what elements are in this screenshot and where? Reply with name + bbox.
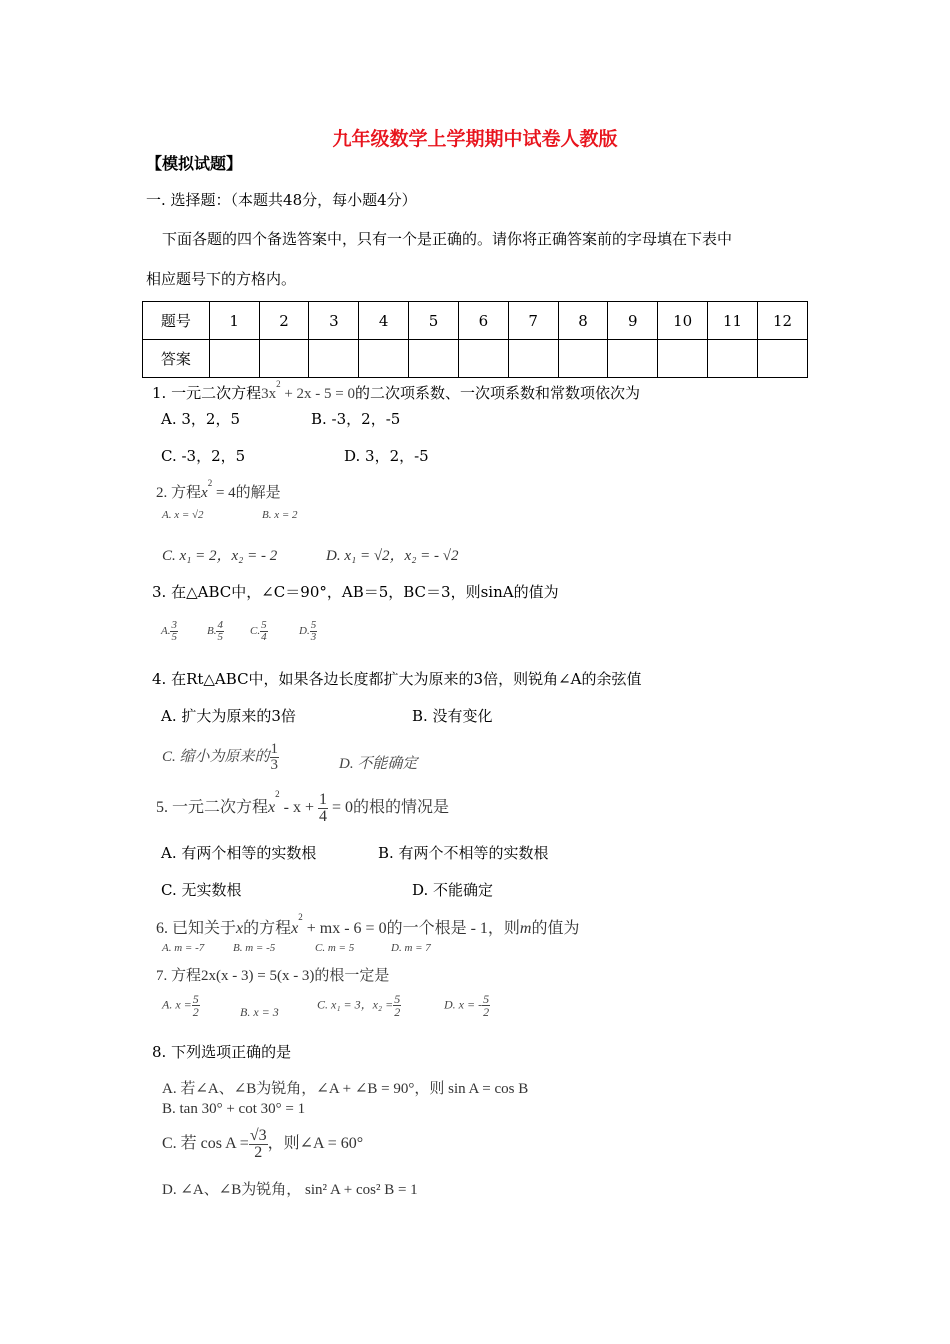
question-text: 的方程: [243, 920, 292, 937]
table-cell-number: 7: [508, 302, 558, 340]
question-7-stem: 7. 方程2x(x - 3) = 5(x - 3)的根一定是: [156, 968, 390, 984]
q2-option-a: A. x = √2: [162, 509, 204, 521]
answer-table-number-row: [143, 302, 808, 340]
instruction-line1: 下面各题的四个备选答案中，只有一个是正确的。请你将正确答案前的字母填在下表中: [162, 230, 733, 248]
answer-table: [142, 301, 808, 378]
question-text: 5. 一元二次方程: [156, 799, 269, 817]
numerator: 5: [310, 619, 317, 631]
option-text: ，则∠A = 60°: [267, 1135, 364, 1153]
q7-option-d: [444, 993, 490, 1018]
fraction: [249, 1128, 268, 1161]
answer-cell[interactable]: [458, 340, 508, 378]
question-text: = 0的根的情况是: [327, 799, 450, 817]
q7-option-c: [317, 993, 401, 1018]
question-text: 1. 一元二次方程: [152, 384, 262, 402]
table-cell-number: 1: [209, 302, 259, 340]
q4-option-a: A. 扩大为原来的3倍: [161, 707, 296, 725]
fraction: [310, 620, 318, 643]
question-1-stem: [152, 379, 641, 403]
table-cell-number: 8: [558, 302, 608, 340]
q6-option-d: D. m = 7: [391, 942, 431, 954]
fraction: [192, 993, 200, 1018]
q3-option-d: [299, 620, 317, 643]
q2-option-c: C. x₁ = 2，x₂ = - 2: [162, 548, 278, 564]
q8-option-b: B. tan 30° + cot 30° = 1: [162, 1101, 306, 1117]
numerator: 3: [171, 619, 177, 631]
answer-cell[interactable]: [209, 340, 259, 378]
answer-cell[interactable]: [259, 340, 309, 378]
question-text: + mx - 6 = 0的一个根是 - 1，则: [302, 920, 520, 937]
option-label: B.: [207, 625, 217, 638]
table-cell-number: 6: [458, 302, 508, 340]
q5-option-d: D. 不能确定: [412, 881, 494, 899]
q4-option-c: [162, 742, 279, 773]
answer-cell[interactable]: [608, 340, 658, 378]
table-header-answer: 答案: [143, 340, 210, 378]
table-cell-number: 9: [608, 302, 658, 340]
numerator: 5: [394, 992, 401, 1006]
denominator: 2: [192, 1005, 199, 1019]
fraction: [318, 792, 328, 825]
option-text: C. 若 cos A =: [162, 1135, 249, 1153]
table-header-number: 题号: [143, 302, 210, 340]
numerator: 1: [318, 791, 327, 808]
question-text: - x +: [279, 799, 318, 817]
answer-cell[interactable]: [508, 340, 558, 378]
equation: $3x^2 + 2x - 5 = 0$: [261, 379, 356, 402]
q5-option-a: A. 有两个相等的实数根: [161, 844, 317, 862]
numerator: 5: [261, 619, 267, 631]
fraction: [270, 742, 280, 773]
fraction: [260, 620, 268, 643]
answer-cell[interactable]: [708, 340, 758, 378]
option-label: C.: [250, 625, 261, 638]
option-text: C. 缩小为原来的: [162, 748, 270, 765]
q2-option-d: D. x₁ = √2，x₂ = - √2: [326, 548, 459, 564]
denominator: 3: [270, 757, 279, 773]
q7-option-a: [162, 993, 200, 1018]
q3-option-a: [161, 620, 178, 643]
numerator: 5: [483, 992, 490, 1006]
question-4-stem: 4. 在Rt△ABC中，如果各边长度都扩大为原来的3倍，则锐角∠A的余弦值: [152, 670, 642, 688]
q7-option-b: B. x = 3: [240, 1005, 279, 1019]
q1-option-c: C. -3，2，5: [161, 447, 246, 465]
table-cell-number: 10: [658, 302, 708, 340]
q6-option-b: B. m = -5: [233, 942, 276, 954]
q4-option-d: D. 不能确定: [339, 756, 418, 772]
denominator: 2: [394, 1005, 401, 1019]
denominator: 5: [171, 631, 177, 643]
question-3-stem: 3. 在△ABC中，∠C＝90°，AB＝5，BC＝3，则sinA的值为: [152, 583, 559, 601]
part1-heading: 一. 选择题：（本题共48分，每小题4分）: [146, 191, 417, 209]
fraction: [393, 993, 401, 1018]
equation-part: 3x: [261, 386, 277, 402]
option-label: A. x =: [162, 997, 192, 1012]
question-text: 6. 已知关于: [156, 920, 237, 937]
table-cell-number: 4: [359, 302, 409, 340]
q5-option-b: B. 有两个不相等的实数根: [378, 844, 549, 862]
answer-cell[interactable]: [757, 340, 807, 378]
q6-option-a: A. m = -7: [162, 942, 205, 954]
denominator: 4: [261, 631, 267, 643]
question-text: 的值为: [531, 920, 580, 937]
fraction: [170, 620, 178, 643]
q1-option-a: A. 3，2，5: [161, 410, 240, 428]
section-heading: 【模拟试题】: [146, 154, 243, 173]
question-6-stem: 6. 已知关于x的方程$x^2$ + mx - 6 = 0的一个根是 - 1，则m的值为: [156, 912, 580, 937]
q1-option-b: B. -3，2，-5: [311, 410, 401, 428]
denominator: 4: [318, 808, 327, 825]
q8-option-c: [162, 1128, 363, 1161]
answer-table-answer-row: [143, 340, 808, 378]
equation-part: + 2x - 5 = 0: [280, 386, 356, 402]
q3-option-b: [207, 620, 224, 643]
option-label: C. x₁ = 3，x₂ =: [317, 997, 394, 1012]
denominator: 5: [217, 631, 223, 643]
answer-cell[interactable]: [309, 340, 359, 378]
option-label: D. x = -: [444, 997, 483, 1012]
question-text: 的二次项系数、一次项系数和常数项依次为: [355, 384, 641, 402]
numerator: 1: [270, 741, 279, 757]
q1-option-d: D. 3，2，-5: [344, 447, 429, 465]
answer-cell[interactable]: [409, 340, 459, 378]
page-title: 九年级数学上学期期中试卷人教版: [332, 128, 618, 150]
numerator: 4: [217, 619, 223, 631]
q3-option-c: [250, 620, 268, 643]
answer-cell[interactable]: [658, 340, 708, 378]
table-cell-number: 12: [757, 302, 807, 340]
table-cell-number: 2: [259, 302, 309, 340]
q8-option-a: A. 若∠A、∠B为锐角，∠A + ∠B = 90°，则 sin A = cos B: [162, 1081, 529, 1097]
table-cell-number: 5: [409, 302, 459, 340]
q8-option-d: D. ∠A、∠B为锐角， sin² A + cos² B = 1: [162, 1182, 418, 1198]
table-cell-number: 11: [708, 302, 758, 340]
question-5-stem: 5. 一元二次方程$x^2$ - x + $\frac{1}{4}$ = 0的根的情况是: [156, 789, 450, 825]
option-label: D.: [299, 625, 310, 638]
option-label: A.: [161, 625, 171, 638]
numerator: 5: [192, 992, 199, 1006]
q4-option-b: B. 没有变化: [412, 707, 493, 725]
answer-cell[interactable]: [558, 340, 608, 378]
instruction-line2: 相应题号下的方格内。: [146, 270, 297, 288]
question-8-stem: 8. 下列选项正确的是: [152, 1043, 292, 1061]
denominator: 3: [310, 631, 317, 643]
question-text: = 4的解是: [212, 485, 281, 501]
table-cell-number: 3: [309, 302, 359, 340]
numerator: √3: [249, 1127, 267, 1144]
denominator: 2: [254, 1144, 263, 1161]
q5-option-c: C. 无实数根: [161, 881, 242, 899]
fraction: [216, 620, 224, 643]
fraction: [482, 993, 490, 1018]
question-text: 2. 方程: [156, 485, 202, 501]
denominator: 2: [483, 1005, 490, 1019]
q6-option-c: C. m = 5: [315, 942, 355, 954]
q2-option-b: B. x = 2: [262, 509, 298, 521]
answer-cell[interactable]: [359, 340, 409, 378]
question-2-stem: 2. 方程$x^2 = 4$的解是: [156, 478, 281, 501]
